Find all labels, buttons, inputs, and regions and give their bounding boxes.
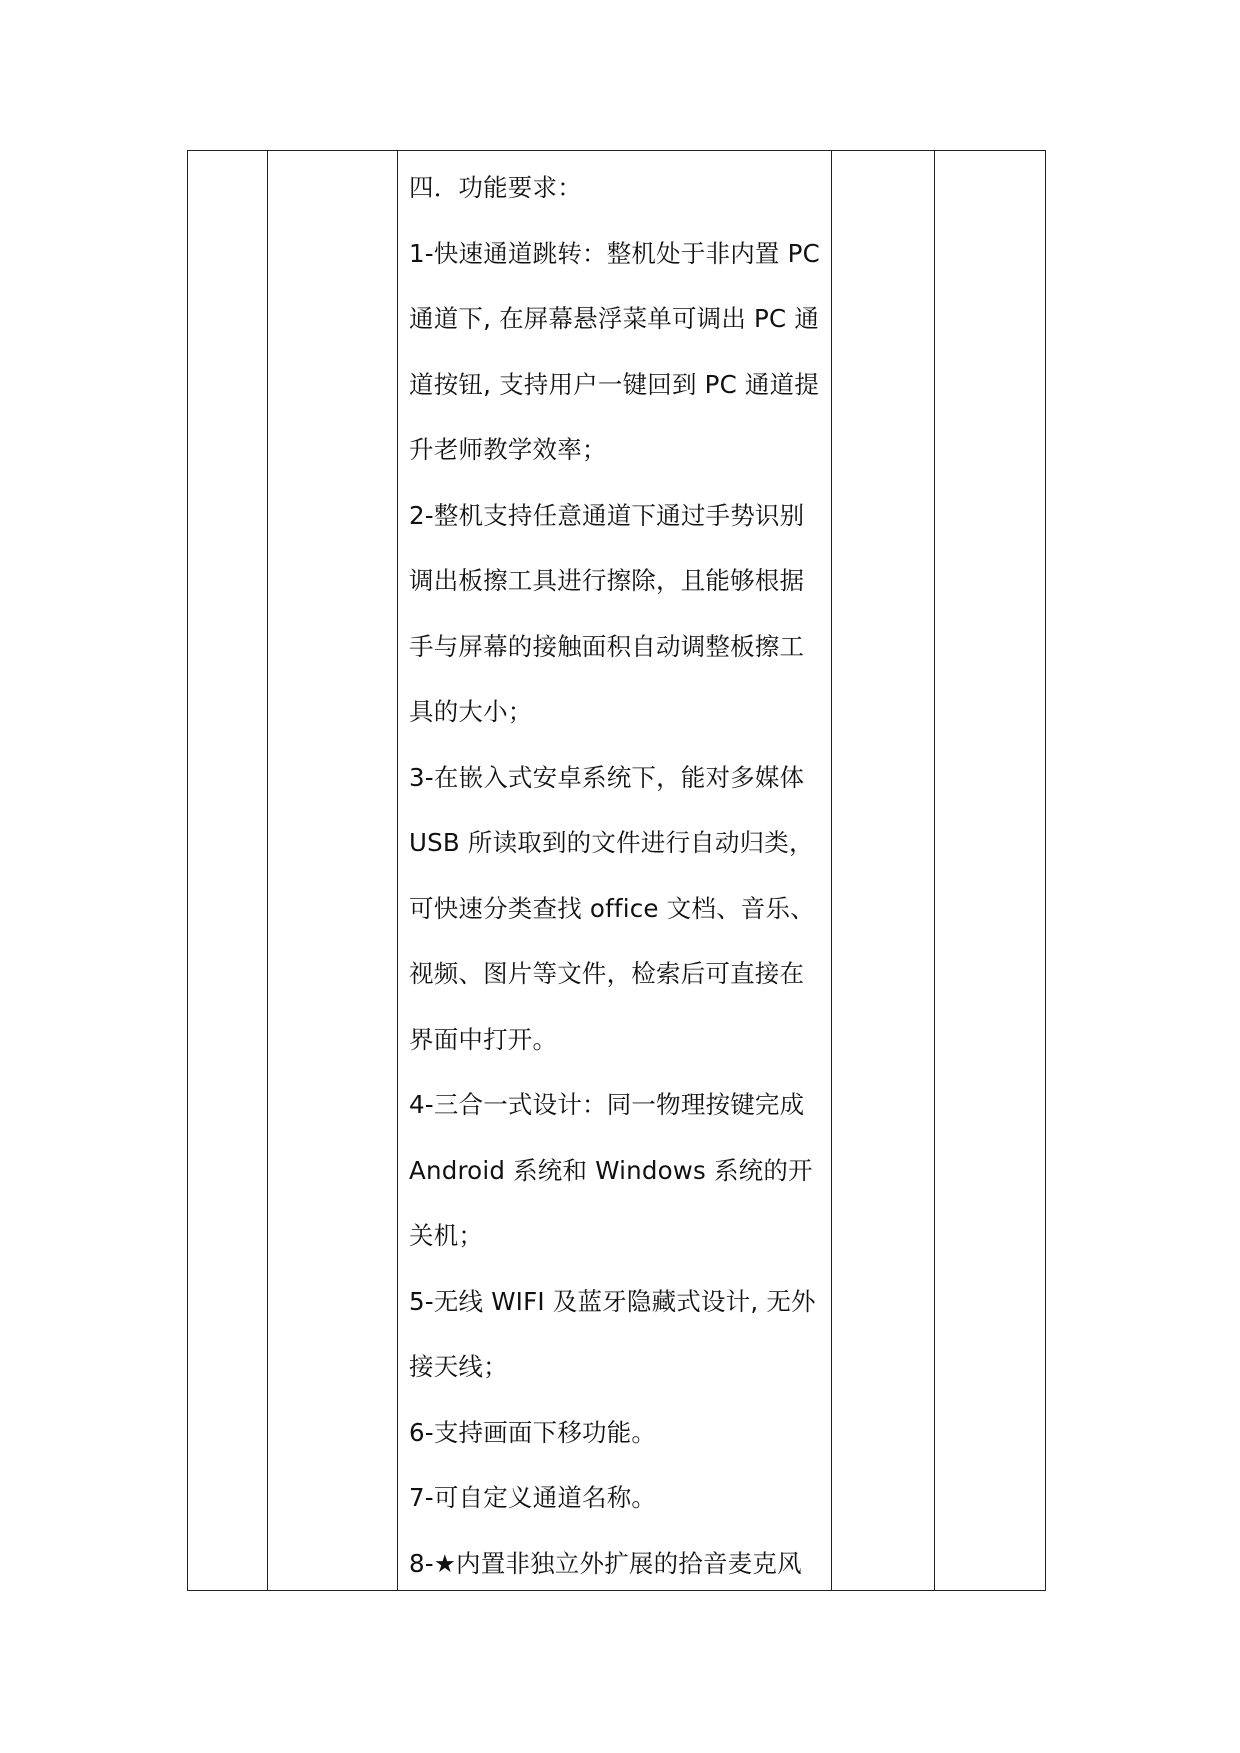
- table-cell-remarks: [935, 151, 1045, 1590]
- requirement-line: 5-无线 WIFI 及蓝牙隐藏式设计, 无外: [409, 1286, 816, 1316]
- requirement-line: 界面中打开。: [409, 1024, 558, 1054]
- requirement-line: 6-支持画面下移功能。: [409, 1417, 657, 1447]
- requirement-line: 接天线；: [409, 1352, 508, 1381]
- table-cell-requirements: [398, 151, 832, 1590]
- requirement-line: Android 系统和 Windows 系统的开: [409, 1155, 813, 1185]
- requirement-line: 1-快速通道跳转：整机处于非内置 PC: [409, 238, 820, 268]
- requirement-line: 视频、图片等文件，检索后可直接在: [409, 959, 805, 988]
- requirement-line: 可快速分类查找 office 文档、音乐、: [409, 893, 815, 923]
- requirement-line: 四．功能要求：: [409, 173, 582, 202]
- requirement-line: 通道下, 在屏幕悬浮菜单可调出 PC 通: [409, 304, 820, 333]
- requirement-line: 4-三合一式设计：同一物理按键完成: [409, 1090, 805, 1119]
- requirement-line: 2-整机支持任意通道下通过手势识别: [409, 500, 805, 530]
- table-cell-item: [268, 151, 398, 1590]
- requirement-line: 8-★内置非独立外扩展的拾音麦克风: [409, 1548, 802, 1578]
- requirement-line: 7-可自定义通道名称。: [409, 1483, 657, 1512]
- requirement-line: 道按钮, 支持用户一键回到 PC 通道提: [409, 369, 820, 399]
- requirement-line: 调出板擦工具进行擦除，且能够根据: [409, 566, 805, 595]
- requirement-line: 手与屏幕的接触面积自动调整板擦工: [409, 631, 805, 661]
- table-cell-quantity: [832, 151, 935, 1590]
- requirement-line: 具的大小；: [409, 697, 533, 726]
- requirement-line: 升老师教学效率；: [409, 435, 607, 464]
- requirement-line: USB 所读取到的文件进行自动归类，: [409, 828, 814, 857]
- table-cell-index: [188, 151, 268, 1590]
- spec-table: [187, 150, 1046, 1591]
- requirement-line: 3-在嵌入式安卓系统下，能对多媒体: [409, 762, 805, 792]
- requirement-line: 关机；: [409, 1221, 484, 1250]
